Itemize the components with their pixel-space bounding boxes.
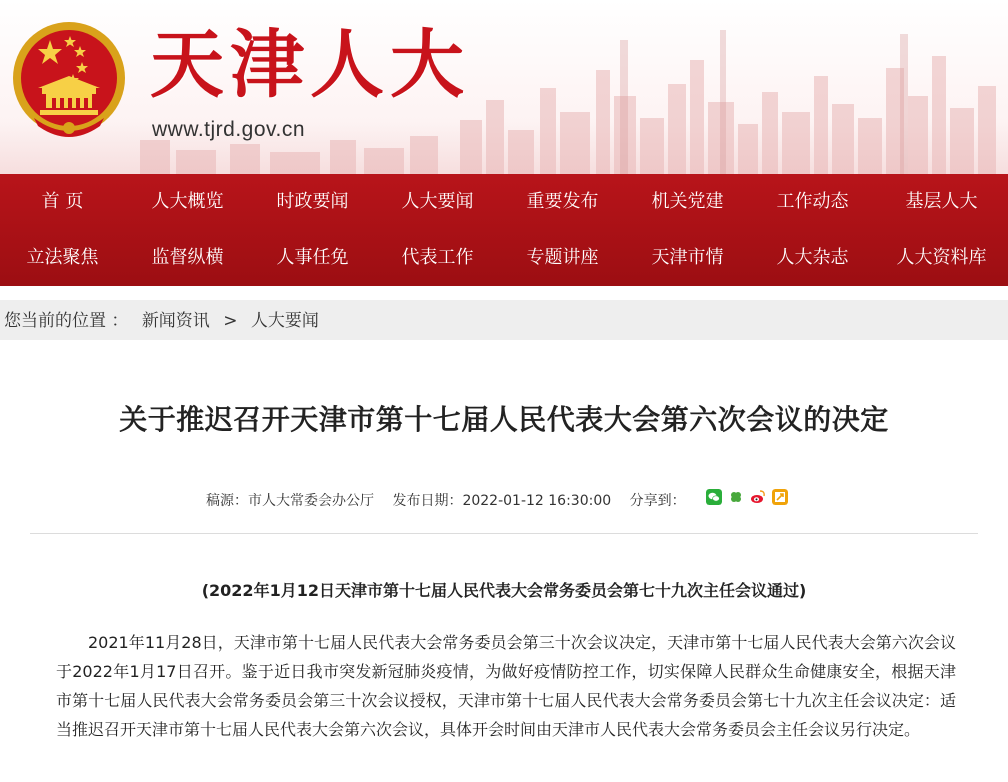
clover-icon[interactable] (728, 489, 744, 505)
nav-item-party-building[interactable]: 机关党建 (651, 191, 724, 212)
nav-item-legislation[interactable]: 立法聚焦 (26, 247, 99, 268)
article-body: 2021年11月28日，天津市第十七届人民代表大会常务委员会第三十次会议决定，天津市第十七届人民代表大会第六次会议于2022年1月17日召开。鉴于近日我市突发新冠肺炎疫情，为做好疫情防控工作，切实保障人民群众生命健康安全，根据天津市第十七届人民代表大会常务委员会第三十次会议授权，天津市第十七届人民代表大会常务委员会第七十九次主任会议决定：适当推迟召开天津市第十七届人民代表大会第六次会议，具体开会时间由天津市人民代表大会常务委员会主任会议另行决定。 (56, 633, 956, 739)
nav-item-politics-news[interactable]: 时政要闻 (276, 191, 349, 212)
nav-row-1 (0, 174, 1008, 230)
breadcrumb-prefix: 您当前的位置 ： (4, 311, 129, 331)
nav-item-grassroots[interactable]: 基层人大 (905, 191, 978, 212)
wechat-icon[interactable] (706, 489, 722, 505)
breadcrumb-separator: > (223, 311, 238, 331)
breadcrumb-npc-news[interactable]: 人大要闻 (250, 311, 319, 331)
nav-row-2 (0, 230, 1008, 286)
weibo-icon[interactable] (750, 489, 766, 505)
article-container (0, 340, 1008, 782)
breadcrumb-news[interactable]: 新闻资讯 (141, 311, 210, 331)
site-url[interactable]: www.tjrd.gov.cn (152, 118, 305, 141)
nav-item-supervision[interactable]: 监督纵横 (151, 247, 224, 268)
qzone-icon[interactable] (772, 489, 788, 505)
nav-item-archive[interactable]: 人大资料库 (896, 247, 987, 268)
nav-item-lectures[interactable]: 专题讲座 (526, 247, 599, 268)
article-meta (206, 490, 700, 510)
share-label: 分享到： (629, 493, 686, 509)
national-emblem-logo (10, 18, 128, 144)
site-header (0, 0, 1008, 174)
main-navigation (0, 174, 1008, 286)
nav-item-overview[interactable]: 人大概览 (151, 191, 224, 212)
nav-item-releases[interactable]: 重要发布 (526, 191, 599, 212)
nav-item-deputies[interactable]: 代表工作 (401, 247, 474, 268)
site-title: 天津人大 (150, 22, 470, 108)
nav-item-npc-news[interactable]: 人大要闻 (401, 191, 474, 212)
article-title: 关于推迟召开天津市第十七届人民代表大会第六次会议的决定 (119, 403, 889, 436)
nav-item-work-updates[interactable]: 工作动态 (776, 191, 849, 212)
divider (30, 533, 978, 534)
article-subtitle: (2022年1月12日天津市第十七届人民代表大会常务委员会第七十九次主任会议通过) (201, 581, 807, 600)
article-date: 发布日期：2022-01-12 16:30:00 (392, 493, 612, 509)
breadcrumb (0, 300, 1008, 340)
article-source: 稿源：市人大常委会办公厅 (206, 493, 374, 509)
nav-item-appointments[interactable]: 人事任免 (276, 247, 349, 268)
nav-item-magazine[interactable]: 人大杂志 (776, 247, 849, 268)
share-icons (706, 489, 788, 505)
nav-item-city-info[interactable]: 天津市情 (651, 247, 724, 268)
nav-item-home[interactable]: 首 页 (41, 191, 84, 212)
